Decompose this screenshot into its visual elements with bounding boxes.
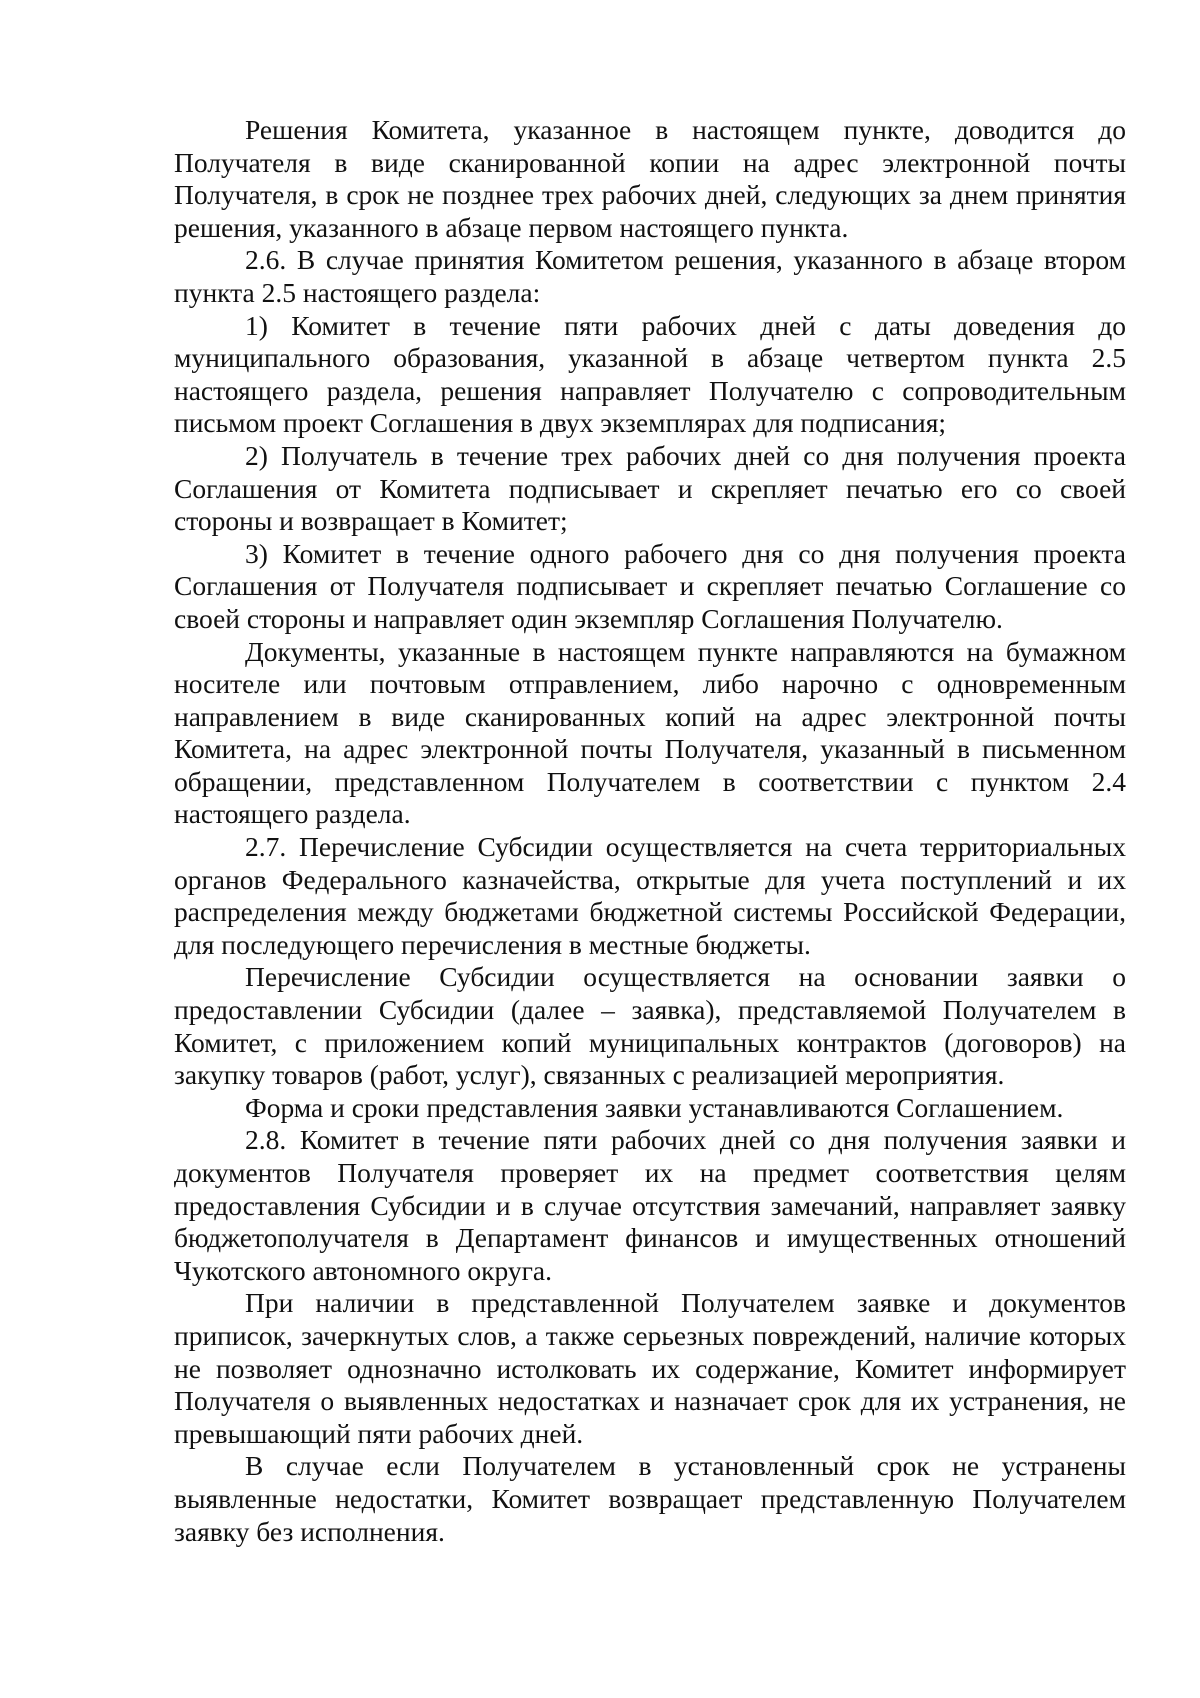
paragraph-2-6-item-1: 1) Комитет в течение пяти рабочих дней с даты доведения до муниципального образования, указанной в абзаце четвертом пункта 2.5 настоящего раздела, решения направляет Получателю с сопроводительным письмом проект Соглашения в двух экземплярах для подписания; bbox=[174, 309, 1126, 439]
paragraph-2-6-item-3: 3) Комитет в течение одного рабочего дня со дня получения проекта Соглашения от Получателя подписывает и скрепляет печатью Соглашение со своей стороны и направляет один экземпляр Соглашения Получателю. bbox=[174, 537, 1126, 634]
paragraph-2-8: 2.8. Комитет в течение пяти рабочих дней со дня получения заявки и документов Получателя проверяет их на предмет соответствия целям предоставления Субсидии и в случае отсутствия замечаний, направляет заявку бюджетополучателя в Департамент финансов и имущественных отношений Чукотского автономного округа. bbox=[174, 1124, 1126, 1286]
paragraph-subsidy-transfer-request: Перечисление Субсидии осуществляется на основании заявки о предоставлении Субсидии (далее – заявка), представляемой Получателем в Комитет, с приложением копий муниципальных контрактов (договоров) на закупку товаров (работ, услуг), связанных с реализацией мероприятия. bbox=[174, 961, 1126, 1091]
paragraph-defects: При наличии в представленной Получателем заявке и документов приписок, зачеркнутых слов, а также серьезных повреждений, наличие которых не позволяет однозначно истолковать их содержание, Комитет информирует Получателя о выявленных недостатках и назначает срок для их устранения, не превышающий пяти рабочих дней. bbox=[174, 1287, 1126, 1449]
paragraph-documents-delivery: Документы, указанные в настоящем пункте направляются на бумажном носителе или почтовым отправлением, либо нарочно с одновременным направлением в виде сканированных копий на адрес электронной почты Комитета, на адрес электронной почты Получателя, указанный в письменном обращении, представленном Получателем в соответствии с пунктом 2.4 настоящего раздела. bbox=[174, 635, 1126, 830]
document-body bbox=[174, 114, 1126, 1548]
paragraph-2-6-item-2: 2) Получатель в течение трех рабочих дней со дня получения проекта Соглашения от Комитета подписывает и скрепляет печатью его со своей стороны и возвращает в Комитет; bbox=[174, 439, 1126, 537]
paragraph-return-request: В случае если Получателем в установленный срок не устранены выявленные недостатки, Комитет возвращает представленную Получателем заявку без исполнения. bbox=[174, 1450, 1126, 1547]
paragraph-2-7: 2.7. Перечисление Субсидии осуществляется на счета территориальных органов Федерального казначейства, открытые для учета поступлений и их распределения между бюджетами бюджетной системы Российской Федерации, для последующего перечисления в местные бюджеты. bbox=[174, 831, 1126, 960]
paragraph-2-6: 2.6. В случае принятия Комитетом решения, указанного в абзаце втором пункта 2.5 настоящего раздела: bbox=[174, 244, 1126, 308]
paragraph-request-form: Форма и сроки представления заявки устанавливаются Соглашением. bbox=[245, 1091, 1064, 1123]
paragraph-decision-notice: Решения Комитета, указанное в настоящем пункте, доводится до Получателя в виде сканированной копии на адрес электронной почты Получателя, в срок не позднее трех рабочих дней, следующих за днем принятия решения, указанного в абзаце первом настоящего пункта. bbox=[174, 114, 1126, 243]
